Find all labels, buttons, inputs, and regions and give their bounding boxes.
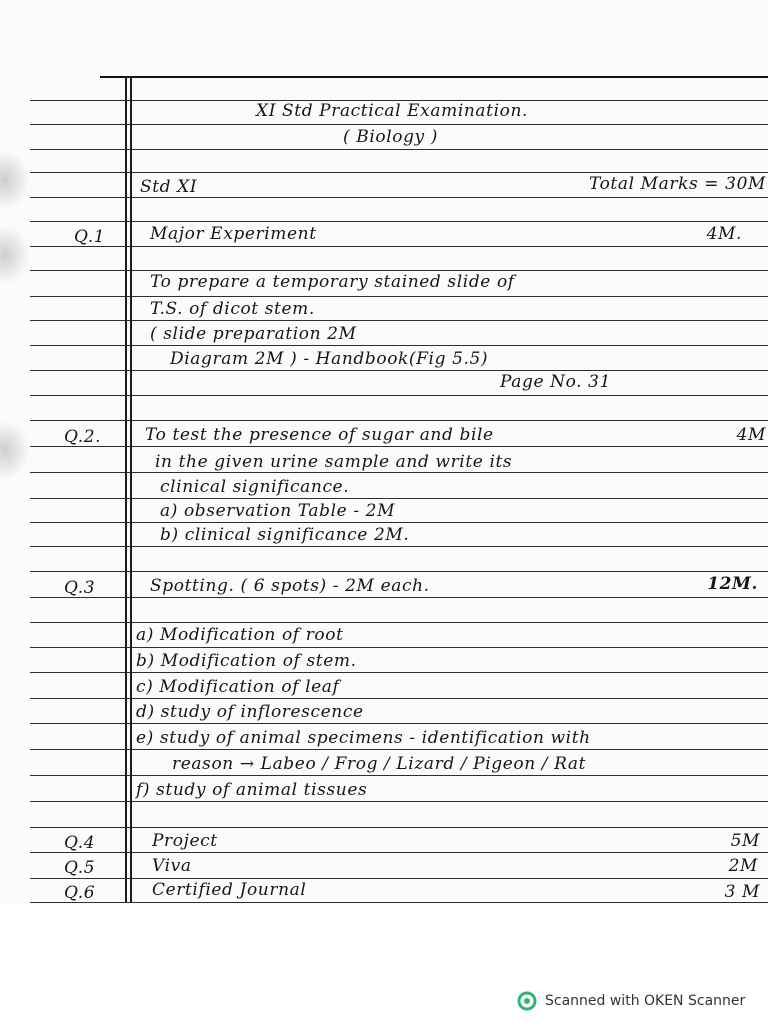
ruled-line xyxy=(30,571,768,572)
ruled-line xyxy=(30,246,768,247)
ruled-line xyxy=(30,622,768,623)
q3-heading: Spotting. ( 6 spots) - 2M each. xyxy=(150,576,430,596)
q3-marks: 12M. xyxy=(707,574,758,594)
q1-line: T.S. of dicot stem. xyxy=(150,299,315,319)
ruled-line xyxy=(30,522,768,523)
scanner-watermark xyxy=(517,990,745,1012)
ruled-line xyxy=(30,296,768,297)
ruled-line xyxy=(30,749,768,750)
q2-line: clinical significance. xyxy=(160,477,350,497)
q4-number: Q.4 xyxy=(64,833,96,853)
ruled-line xyxy=(30,320,768,321)
ruled-line xyxy=(30,775,768,776)
q6-number: Q.6 xyxy=(64,883,96,903)
ruled-line xyxy=(30,395,768,396)
page-shadow xyxy=(0,420,30,480)
q3-item: c) Modification of leaf xyxy=(136,677,340,697)
q1-line: Diagram 2M ) - Handbook(Fig 5.5) xyxy=(170,349,489,369)
ruled-line xyxy=(30,345,768,346)
q4-marks: 5M xyxy=(730,831,760,851)
q6-marks: 3 M xyxy=(724,882,760,902)
ruled-line xyxy=(30,370,768,371)
page-shadow xyxy=(0,150,30,210)
top-rule xyxy=(100,76,768,78)
q1-number: Q.1 xyxy=(74,227,106,247)
ruled-line xyxy=(30,446,768,447)
ruled-line xyxy=(30,827,768,828)
q2-item: b) clinical significance 2M. xyxy=(160,525,410,545)
ruled-line xyxy=(30,698,768,699)
exam-subject: ( Biology ) xyxy=(343,127,438,147)
ruled-line xyxy=(30,878,768,879)
q1-heading: Major Experiment xyxy=(150,224,317,244)
q2-number: Q.2. xyxy=(64,427,102,447)
q3-item: reason → Labeo / Frog / Lizard / Pigeon / Rat xyxy=(172,754,587,774)
exam-title: XI Std Practical Examination. xyxy=(256,101,529,121)
ruled-line xyxy=(30,221,768,222)
q1-line: Page No. 31 xyxy=(500,372,612,392)
scanner-text: Scanned with OKEN Scanner xyxy=(545,993,746,1009)
q2-line: in the given urine sample and write its xyxy=(155,452,513,472)
q3-item: e) study of animal specimens - identification with xyxy=(136,728,591,748)
ruled-line xyxy=(30,852,768,853)
q3-item: f) study of animal tissues xyxy=(136,780,368,800)
margin-line xyxy=(130,76,132,902)
q5-number: Q.5 xyxy=(64,858,96,878)
std-label: Std XI xyxy=(140,177,198,197)
q3-item: b) Modification of stem. xyxy=(136,651,357,671)
ruled-line xyxy=(30,597,768,598)
q3-number: Q.3 xyxy=(64,578,96,598)
q4-label: Project xyxy=(152,831,218,851)
ruled-line xyxy=(30,546,768,547)
ruled-line xyxy=(30,647,768,648)
q2-line: To test the presence of sugar and bile xyxy=(145,425,494,445)
q5-label: Viva xyxy=(152,856,192,876)
ruled-line xyxy=(30,472,768,473)
q1-line: To prepare a temporary stained slide of xyxy=(150,272,515,292)
ruled-line xyxy=(30,420,768,421)
ruled-line xyxy=(30,124,768,125)
q3-item: a) Modification of root xyxy=(136,625,344,645)
ruled-line xyxy=(30,270,768,271)
total-marks: Total Marks = 30M xyxy=(588,174,766,194)
ruled-line xyxy=(30,902,768,903)
q2-marks: 4M xyxy=(736,425,766,445)
ruled-line xyxy=(30,172,768,173)
oken-logo-icon xyxy=(517,991,537,1011)
ruled-line xyxy=(30,197,768,198)
q2-item: a) observation Table - 2M xyxy=(160,501,396,521)
ruled-line xyxy=(30,723,768,724)
q6-label: Certified Journal xyxy=(152,880,307,900)
page-shadow xyxy=(0,225,30,285)
ruled-line xyxy=(30,149,768,150)
ruled-line xyxy=(30,801,768,802)
ruled-line xyxy=(30,498,768,499)
q5-marks: 2M xyxy=(728,856,758,876)
q3-item: d) study of inflorescence xyxy=(136,702,364,722)
q1-line: ( slide preparation 2M xyxy=(150,324,357,344)
ruled-line xyxy=(30,672,768,673)
margin-line xyxy=(125,76,127,902)
q1-marks: 4M. xyxy=(706,224,742,244)
